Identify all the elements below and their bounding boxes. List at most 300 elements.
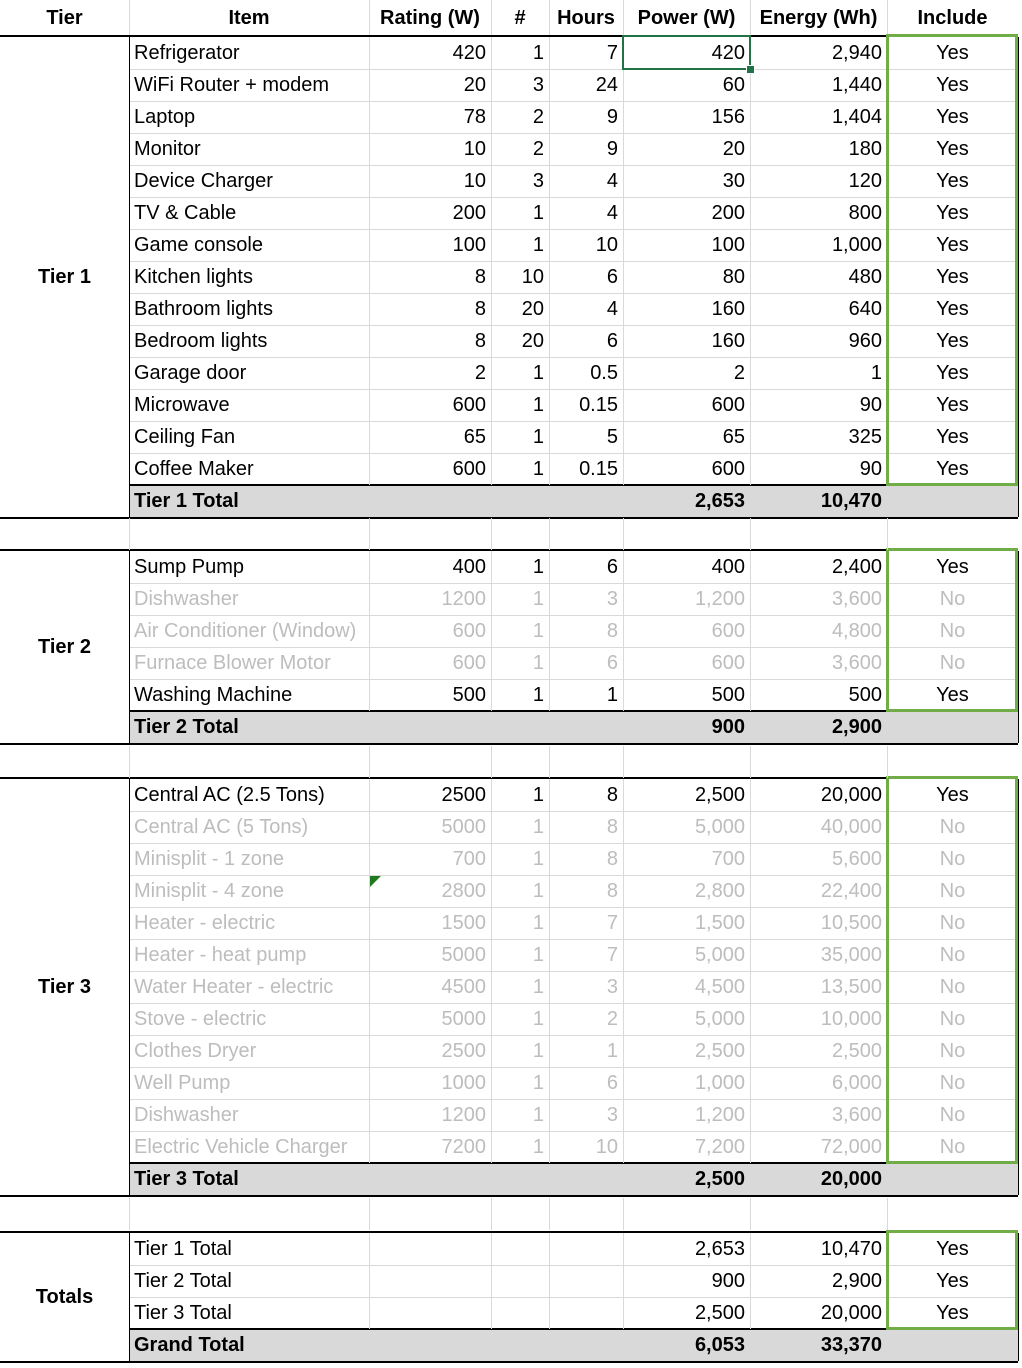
item-cell[interactable]: Stove - electric — [134, 1008, 267, 1030]
item-cell[interactable]: Well Pump — [134, 1072, 231, 1094]
rating-cell[interactable]: 200 — [452, 202, 486, 224]
include-cell[interactable]: Yes — [936, 266, 969, 288]
count-cell[interactable]: 1 — [532, 1072, 544, 1094]
energy-cell[interactable]: 2,500 — [831, 1040, 882, 1062]
count-cell[interactable]: 1 — [532, 684, 544, 706]
item-cell[interactable]: WiFi Router + modem — [134, 74, 330, 96]
hours-cell[interactable]: 6 — [606, 556, 618, 578]
count-cell[interactable]: 1 — [532, 556, 544, 578]
count-cell[interactable]: 1 — [532, 620, 544, 642]
grid-line — [750, 746, 751, 778]
section-border — [0, 549, 1018, 551]
item-cell[interactable]: TV & Cable — [134, 202, 237, 224]
include-cell[interactable]: Yes — [936, 138, 969, 160]
hours-cell[interactable]: 0.15 — [579, 458, 618, 480]
rating-cell[interactable]: 8 — [474, 298, 486, 320]
count-cell[interactable]: 1 — [532, 652, 544, 674]
power-cell[interactable]: 100 — [711, 234, 745, 256]
item-cell[interactable]: Washing Machine — [134, 684, 293, 706]
include-cell[interactable]: No — [939, 816, 966, 838]
power-cell[interactable]: 1,000 — [694, 1072, 745, 1094]
grid-line — [491, 746, 492, 778]
hours-cell[interactable]: 8 — [606, 620, 618, 642]
grid-line — [129, 197, 1018, 198]
include-cell[interactable]: Yes — [936, 298, 969, 320]
power-cell[interactable]: 4,500 — [694, 976, 745, 998]
rating-cell[interactable]: 400 — [452, 556, 486, 578]
item-cell[interactable]: Minisplit - 1 zone — [134, 848, 285, 870]
count-cell[interactable]: 1 — [532, 394, 544, 416]
include-cell[interactable]: Yes — [936, 330, 969, 352]
totals-include-cell[interactable]: Yes — [936, 1270, 969, 1292]
grid-line — [129, 1198, 130, 1230]
hours-cell[interactable]: 9 — [606, 106, 618, 128]
rating-cell[interactable]: 600 — [452, 652, 486, 674]
item-cell[interactable]: Laptop — [134, 106, 196, 128]
rating-cell[interactable]: 500 — [452, 684, 486, 706]
grid-line — [129, 1099, 1018, 1100]
rating-cell[interactable]: 10 — [463, 170, 486, 192]
count-cell[interactable]: 1 — [532, 1104, 544, 1126]
grid-line — [750, 518, 751, 550]
column-header-3[interactable]: # — [514, 7, 526, 29]
grid-line — [887, 0, 888, 36]
count-cell[interactable]: 1 — [532, 816, 544, 838]
power-cell[interactable]: 1,500 — [694, 912, 745, 934]
power-cell[interactable]: 5,000 — [694, 1008, 745, 1030]
hours-cell[interactable]: 8 — [606, 880, 618, 902]
count-cell[interactable]: 1 — [532, 362, 544, 384]
power-cell[interactable]: 420 — [711, 42, 745, 64]
count-cell[interactable]: 10 — [521, 266, 544, 288]
energy-cell[interactable]: 6,000 — [831, 1072, 882, 1094]
hours-cell[interactable]: 4 — [606, 202, 618, 224]
rating-cell[interactable]: 420 — [452, 42, 486, 64]
count-cell[interactable]: 1 — [532, 880, 544, 902]
hours-cell[interactable]: 0.15 — [579, 394, 618, 416]
count-cell[interactable]: 1 — [532, 944, 544, 966]
grand-total-energy: 33,370 — [820, 1334, 882, 1356]
power-cell[interactable]: 700 — [711, 848, 745, 870]
grid-line — [129, 1297, 1018, 1298]
rating-cell[interactable]: 78 — [463, 106, 486, 128]
power-cell[interactable]: 5,000 — [694, 944, 745, 966]
power-cell[interactable]: 80 — [722, 266, 745, 288]
cell-indicator-triangle — [370, 876, 381, 887]
energy-cell[interactable]: 800 — [848, 202, 882, 224]
rating-cell[interactable]: 8 — [474, 330, 486, 352]
tier-total-power: 2,653 — [694, 490, 745, 512]
rating-cell[interactable]: 2800 — [441, 880, 486, 902]
power-cell[interactable]: 2,800 — [694, 880, 745, 902]
tier-column-border — [129, 779, 130, 1195]
energy-cell[interactable]: 640 — [848, 298, 882, 320]
column-header-6[interactable]: Energy (Wh) — [759, 7, 878, 29]
sheet-right-border — [1018, 1233, 1019, 1361]
column-header-0[interactable]: Tier — [46, 7, 83, 29]
power-cell[interactable]: 2,500 — [694, 784, 745, 806]
hours-cell[interactable]: 6 — [606, 1072, 618, 1094]
include-cell[interactable]: No — [939, 880, 966, 902]
rating-cell[interactable]: 65 — [463, 426, 486, 448]
totals-include-cell[interactable]: Yes — [936, 1302, 969, 1324]
tier-label: Tier 1 — [38, 266, 91, 288]
count-cell[interactable]: 1 — [532, 42, 544, 64]
include-cell[interactable]: Yes — [936, 362, 969, 384]
power-cell[interactable]: 600 — [711, 394, 745, 416]
column-header-5[interactable]: Power (W) — [637, 7, 736, 29]
selected-cell[interactable] — [622, 35, 751, 70]
rating-cell[interactable]: 8 — [474, 266, 486, 288]
count-cell[interactable]: 1 — [532, 1136, 544, 1158]
hours-cell[interactable]: 3 — [606, 1104, 618, 1126]
energy-cell[interactable]: 1 — [870, 362, 882, 384]
include-cell[interactable]: Yes — [936, 556, 969, 578]
grid-line — [623, 518, 624, 550]
hours-cell[interactable]: 10 — [595, 234, 618, 256]
item-cell[interactable]: Water Heater - electric — [134, 976, 334, 998]
item-cell[interactable]: Garage door — [134, 362, 247, 384]
grid-line — [491, 1233, 492, 1329]
power-cell[interactable]: 30 — [722, 170, 745, 192]
item-cell[interactable]: Monitor — [134, 138, 201, 160]
count-cell[interactable]: 1 — [532, 458, 544, 480]
hours-cell[interactable]: 1 — [606, 1040, 618, 1062]
count-cell[interactable]: 20 — [521, 330, 544, 352]
totals-item-cell[interactable]: Tier 1 Total — [134, 1238, 232, 1260]
energy-cell[interactable]: 500 — [848, 684, 882, 706]
totals-energy-cell[interactable]: 20,000 — [820, 1302, 882, 1324]
rating-cell[interactable]: 600 — [452, 458, 486, 480]
grid-line — [750, 1233, 751, 1329]
column-header-4[interactable]: Hours — [557, 7, 615, 29]
power-cell[interactable]: 2,500 — [694, 1040, 745, 1062]
item-cell[interactable]: Heater - electric — [134, 912, 276, 934]
include-cell[interactable]: No — [939, 1040, 966, 1062]
include-cell[interactable]: No — [939, 1136, 966, 1158]
grid-line — [129, 357, 1018, 358]
power-cell[interactable]: 5,000 — [694, 816, 745, 838]
power-cell[interactable]: 160 — [711, 330, 745, 352]
count-cell[interactable]: 2 — [532, 138, 544, 160]
totals-power-cell[interactable]: 2,653 — [694, 1238, 745, 1260]
count-cell[interactable]: 2 — [532, 106, 544, 128]
hours-cell[interactable]: 5 — [606, 426, 618, 448]
total-border — [129, 484, 1018, 486]
power-cell[interactable]: 65 — [722, 426, 745, 448]
energy-cell[interactable]: 10,500 — [820, 912, 882, 934]
column-header-2[interactable]: Rating (W) — [380, 7, 480, 29]
energy-cell[interactable]: 480 — [848, 266, 882, 288]
grid-line — [129, 1003, 1018, 1004]
power-cell[interactable]: 60 — [722, 74, 745, 96]
include-cell[interactable]: No — [939, 620, 966, 642]
item-cell[interactable]: Bedroom lights — [134, 330, 268, 352]
power-cell[interactable]: 400 — [711, 556, 745, 578]
count-cell[interactable]: 1 — [532, 912, 544, 934]
grid-line — [887, 551, 888, 711]
item-cell[interactable]: Game console — [134, 234, 263, 256]
tier-column-border — [129, 551, 130, 743]
hours-cell[interactable]: 2 — [606, 1008, 618, 1030]
hours-cell[interactable]: 6 — [606, 330, 618, 352]
item-cell[interactable]: Furnace Blower Motor — [134, 652, 331, 674]
grid-line — [750, 779, 751, 1163]
power-cell[interactable]: 600 — [711, 652, 745, 674]
rating-cell[interactable]: 7200 — [441, 1136, 486, 1158]
tier-total-energy: 20,000 — [820, 1168, 882, 1190]
energy-cell[interactable]: 180 — [848, 138, 882, 160]
hours-cell[interactable]: 24 — [595, 74, 618, 96]
hours-cell[interactable]: 4 — [606, 298, 618, 320]
fill-handle[interactable] — [746, 65, 755, 74]
hours-cell[interactable]: 4 — [606, 170, 618, 192]
item-cell[interactable]: Heater - heat pump — [134, 944, 307, 966]
item-cell[interactable]: Air Conditioner (Window) — [134, 620, 357, 642]
count-cell[interactable]: 1 — [532, 784, 544, 806]
grid-line — [129, 518, 130, 550]
energy-cell[interactable]: 5,600 — [831, 848, 882, 870]
count-cell[interactable]: 1 — [532, 1008, 544, 1030]
energy-cell[interactable]: 1,404 — [831, 106, 882, 128]
hours-cell[interactable]: 3 — [606, 976, 618, 998]
power-cell[interactable]: 20 — [722, 138, 745, 160]
tier-column-border — [129, 1233, 130, 1361]
energy-cell[interactable]: 2,940 — [831, 42, 882, 64]
totals-item-cell[interactable]: Tier 2 Total — [134, 1270, 232, 1292]
item-cell[interactable]: Device Charger — [134, 170, 273, 192]
grid-line — [887, 746, 888, 778]
grid-line — [623, 1233, 624, 1329]
count-cell[interactable]: 1 — [532, 588, 544, 610]
power-cell[interactable]: 2 — [733, 362, 745, 384]
count-cell[interactable]: 1 — [532, 1040, 544, 1062]
count-cell[interactable]: 20 — [521, 298, 544, 320]
power-cell[interactable]: 1,200 — [694, 588, 745, 610]
totals-include-cell[interactable]: Yes — [936, 1238, 969, 1260]
include-cell[interactable]: Yes — [936, 170, 969, 192]
include-cell[interactable]: Yes — [936, 234, 969, 256]
include-cell[interactable]: No — [939, 652, 966, 674]
item-cell[interactable]: Kitchen lights — [134, 266, 253, 288]
energy-cell[interactable]: 40,000 — [820, 816, 882, 838]
energy-cell[interactable]: 325 — [848, 426, 882, 448]
totals-power-cell[interactable]: 2,500 — [694, 1302, 745, 1324]
grid-line — [129, 1265, 1018, 1266]
energy-cell[interactable]: 90 — [859, 458, 882, 480]
item-cell[interactable]: Sump Pump — [134, 556, 245, 578]
tier-total-label: Tier 2 Total — [134, 716, 239, 738]
include-cell[interactable]: Yes — [936, 74, 969, 96]
tier-total-energy: 10,470 — [820, 490, 882, 512]
include-cell[interactable]: Yes — [936, 684, 969, 706]
item-cell[interactable]: Refrigerator — [134, 42, 240, 64]
column-header-7[interactable]: Include — [917, 7, 988, 29]
include-cell[interactable]: No — [939, 944, 966, 966]
grid-line — [369, 0, 370, 36]
include-cell[interactable]: Yes — [936, 394, 969, 416]
include-cell[interactable]: Yes — [936, 202, 969, 224]
totals-power-cell[interactable]: 900 — [711, 1270, 745, 1292]
include-cell[interactable]: No — [939, 1008, 966, 1030]
grid-line — [369, 746, 370, 778]
grid-line — [129, 907, 1018, 908]
rating-cell[interactable]: 2500 — [441, 784, 486, 806]
count-cell[interactable]: 1 — [532, 976, 544, 998]
energy-cell[interactable]: 2,400 — [831, 556, 882, 578]
grand-total-power: 6,053 — [694, 1334, 745, 1356]
include-cell[interactable]: No — [939, 976, 966, 998]
grid-line — [369, 779, 370, 1163]
grid-line — [887, 37, 888, 485]
rating-cell[interactable]: 10 — [463, 138, 486, 160]
power-cell[interactable]: 200 — [711, 202, 745, 224]
include-cell[interactable]: Yes — [936, 458, 969, 480]
item-cell[interactable]: Bathroom lights — [134, 298, 273, 320]
item-cell[interactable]: Central AC (5 Tons) — [134, 816, 309, 838]
power-cell[interactable]: 600 — [711, 458, 745, 480]
hours-cell[interactable]: 9 — [606, 138, 618, 160]
include-cell[interactable]: Yes — [936, 106, 969, 128]
grid-line — [129, 453, 1018, 454]
grid-line — [129, 843, 1018, 844]
rating-cell[interactable]: 100 — [452, 234, 486, 256]
totals-energy-cell[interactable]: 10,470 — [820, 1238, 882, 1260]
count-cell[interactable]: 1 — [532, 426, 544, 448]
energy-cell[interactable]: 1,000 — [831, 234, 882, 256]
item-cell[interactable]: Central AC (2.5 Tons) — [134, 784, 325, 806]
energy-cell[interactable]: 72,000 — [820, 1136, 882, 1158]
section-border — [0, 743, 1018, 745]
energy-cell[interactable]: 3,600 — [831, 588, 882, 610]
include-cell[interactable]: Yes — [936, 784, 969, 806]
section-border — [0, 1195, 1018, 1197]
grid-line — [129, 811, 1018, 812]
grid-line — [129, 615, 1018, 616]
include-cell[interactable]: No — [939, 912, 966, 934]
grid-line — [129, 1035, 1018, 1036]
power-cell[interactable]: 1,200 — [694, 1104, 745, 1126]
power-cell[interactable]: 500 — [711, 684, 745, 706]
item-cell[interactable]: Ceiling Fan — [134, 426, 236, 448]
grid-line — [491, 551, 492, 711]
energy-cell[interactable]: 120 — [848, 170, 882, 192]
grid-line — [623, 746, 624, 778]
include-cell[interactable]: Yes — [936, 42, 969, 64]
include-cell[interactable]: No — [939, 848, 966, 870]
power-cell[interactable]: 7,200 — [694, 1136, 745, 1158]
grid-line — [129, 1131, 1018, 1132]
hours-cell[interactable]: 6 — [606, 266, 618, 288]
hours-cell[interactable]: 1 — [606, 684, 618, 706]
rating-cell[interactable]: 600 — [452, 394, 486, 416]
hours-cell[interactable]: 7 — [606, 42, 618, 64]
hours-cell[interactable]: 8 — [606, 848, 618, 870]
hours-cell[interactable]: 10 — [595, 1136, 618, 1158]
item-cell[interactable]: Electric Vehicle Charger — [134, 1136, 348, 1158]
rating-cell[interactable]: 5000 — [441, 816, 486, 838]
rating-cell[interactable]: 1000 — [441, 1072, 486, 1094]
rating-cell[interactable]: 700 — [452, 848, 486, 870]
rating-cell[interactable]: 2500 — [441, 1040, 486, 1062]
grid-line — [750, 0, 751, 36]
energy-cell[interactable]: 20,000 — [820, 784, 882, 806]
grid-line — [129, 389, 1018, 390]
rating-cell[interactable]: 1500 — [441, 912, 486, 934]
energy-cell[interactable]: 13,500 — [820, 976, 882, 998]
energy-cell[interactable]: 960 — [848, 330, 882, 352]
column-header-1[interactable]: Item — [228, 7, 270, 29]
grid-line — [129, 101, 1018, 102]
count-cell[interactable]: 1 — [532, 202, 544, 224]
energy-cell[interactable]: 10,000 — [820, 1008, 882, 1030]
rating-cell[interactable]: 2 — [474, 362, 486, 384]
hours-cell[interactable]: 7 — [606, 944, 618, 966]
item-cell[interactable]: Minisplit - 4 zone — [134, 880, 285, 902]
hours-cell[interactable]: 8 — [606, 816, 618, 838]
energy-cell[interactable]: 90 — [859, 394, 882, 416]
count-cell[interactable]: 3 — [532, 74, 544, 96]
count-cell[interactable]: 1 — [532, 234, 544, 256]
include-cell[interactable]: No — [939, 1104, 966, 1126]
count-cell[interactable]: 3 — [532, 170, 544, 192]
grid-line — [623, 1198, 624, 1230]
grid-line — [369, 551, 370, 711]
tier-label: Tier 3 — [38, 976, 91, 998]
power-cell[interactable]: 160 — [711, 298, 745, 320]
power-cell[interactable]: 600 — [711, 620, 745, 642]
item-cell[interactable]: Coffee Maker — [134, 458, 254, 480]
energy-cell[interactable]: 1,440 — [831, 74, 882, 96]
rating-cell[interactable]: 600 — [452, 620, 486, 642]
energy-cell[interactable]: 3,600 — [831, 1104, 882, 1126]
grid-line — [887, 779, 888, 1163]
rating-cell[interactable]: 5000 — [441, 1008, 486, 1030]
rating-cell[interactable]: 5000 — [441, 944, 486, 966]
hours-cell[interactable]: 0.5 — [590, 362, 618, 384]
rating-cell[interactable]: 1200 — [441, 1104, 486, 1126]
rating-cell[interactable]: 1200 — [441, 588, 486, 610]
hours-cell[interactable]: 8 — [606, 784, 618, 806]
grid-line — [129, 325, 1018, 326]
item-cell[interactable]: Dishwasher — [134, 1104, 239, 1126]
power-cell[interactable]: 156 — [711, 106, 745, 128]
energy-cell[interactable]: 22,400 — [820, 880, 882, 902]
item-cell[interactable]: Clothes Dryer — [134, 1040, 257, 1062]
include-cell[interactable]: No — [939, 588, 966, 610]
grid-line — [129, 971, 1018, 972]
hours-cell[interactable]: 7 — [606, 912, 618, 934]
hours-cell[interactable]: 3 — [606, 588, 618, 610]
energy-cell[interactable]: 4,800 — [831, 620, 882, 642]
totals-energy-cell[interactable]: 2,900 — [831, 1270, 882, 1292]
grid-line — [549, 518, 550, 550]
totals-label: Totals — [35, 1286, 94, 1308]
energy-cell[interactable]: 35,000 — [820, 944, 882, 966]
rating-cell[interactable]: 20 — [463, 74, 486, 96]
grid-line — [623, 779, 624, 1163]
totals-item-cell[interactable]: Tier 3 Total — [134, 1302, 232, 1324]
grid-line — [129, 0, 130, 36]
rating-cell[interactable]: 4500 — [441, 976, 486, 998]
count-cell[interactable]: 1 — [532, 848, 544, 870]
include-cell[interactable]: Yes — [936, 426, 969, 448]
include-cell[interactable]: No — [939, 1072, 966, 1094]
hours-cell[interactable]: 6 — [606, 652, 618, 674]
energy-cell[interactable]: 3,600 — [831, 652, 882, 674]
item-cell[interactable]: Dishwasher — [134, 588, 239, 610]
item-cell[interactable]: Microwave — [134, 394, 230, 416]
